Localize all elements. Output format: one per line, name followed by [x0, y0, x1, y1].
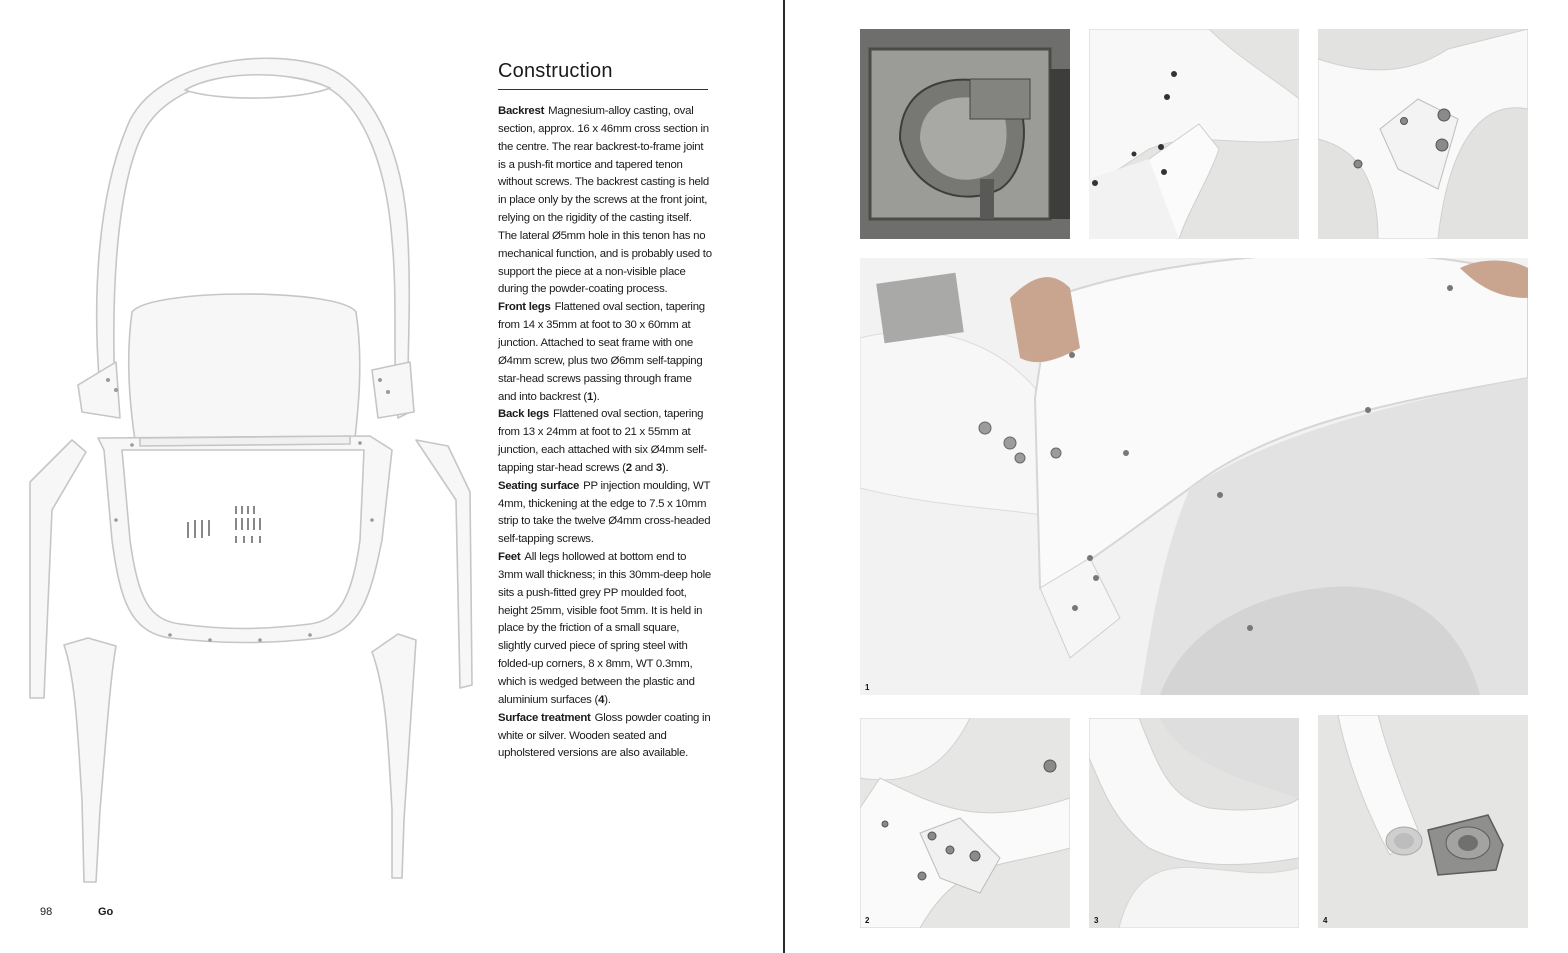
text-back-legs-end: ).: [662, 461, 669, 474]
term-feet: Feet: [498, 551, 521, 564]
paragraph-back-legs: [498, 406, 712, 477]
text-back-legs: Flattened oval section, tapering from 13 x 24mm at foot to 21 x 55mm at junction, each attached with six Ø4mm self-tapping star-head screws (: [498, 408, 707, 474]
photo-die-casting-mould: [860, 29, 1070, 239]
figure-ref-3: 3: [655, 461, 662, 474]
assembly-hands-photo: [860, 258, 1528, 695]
figure-ref-2: 2: [625, 461, 632, 474]
paragraph-feet: [498, 549, 712, 710]
die-casting-mould-photo: [860, 29, 1070, 239]
paragraph-front-legs: [498, 299, 712, 406]
photo-caption-4: 4: [1323, 916, 1328, 925]
section-title: Construction: [498, 60, 708, 90]
paragraph-seating-surface: [498, 478, 712, 549]
right-front-leg: [416, 440, 472, 688]
figure-ref-1: 1: [586, 390, 594, 403]
paragraph-backrest: [498, 103, 712, 299]
text-front-legs-end: ).: [593, 390, 600, 403]
back-leg-joint-photo: [1089, 718, 1299, 928]
photo-caption-2: 2: [865, 916, 870, 925]
text-feet-end: ).: [604, 693, 611, 706]
text-surface-treatment: Gloss powder coating in white or silver. Wooden seated and upholstered versions are also available.: [498, 711, 711, 760]
text-feet: All legs hollowed at bottom end to 3mm wall thickness; in this 30mm-deep hole sits a push-fitted grey PP moulded foot, height 25mm, visible foot 5mm. It is held in place by the friction of a small square, slightly curved piece of spring steel with folded-up corners, 8 x 8mm, WT 0.3mm, which is wedged between the plastic and aluminium surfaces (: [498, 551, 711, 706]
photo-joint-screws-detail: [1318, 29, 1528, 239]
photo-screw-holes-detail: [1089, 29, 1299, 239]
photo-assembly: [860, 258, 1528, 695]
construction-text: [498, 103, 712, 763]
book-gutter: [783, 0, 785, 953]
text-backrest: Magnesium-alloy casting, oval section, approx. 16 x 46mm cross section in the centre. The rear backrest-to-frame joint is a push-fit mortice and tapered tenon without screws. The backrest casting is held in place only by the screws at the front joint, relying on the rigidity of the casting itself. The lateral Ø5mm hole in this tenon has no mechanical function, and is probably used to support the piece at a non-visible place during the powder-coating process.: [498, 105, 712, 296]
photo-front-leg-joint: [860, 718, 1070, 928]
term-back-legs: Back legs: [498, 408, 549, 421]
term-front-legs: Front legs: [498, 301, 551, 314]
screw-holes-detail-photo: [1089, 29, 1299, 239]
term-seating-surface: Seating surface: [498, 479, 580, 492]
page-number: 98: [40, 906, 53, 918]
joint-screws-detail-photo: [1318, 29, 1528, 239]
figure-ref-4: 4: [598, 693, 605, 706]
exploded-chair-illustration: [20, 40, 490, 900]
text-seating-surface: PP injection moulding, WT 4mm, thickening at the edge to 7.5 x 10mm strip to take the twelve Ø4mm cross-headed self-tapping screws.: [498, 479, 711, 546]
photo-back-leg-joint: [1089, 718, 1299, 928]
term-surface-treatment: Surface treatment: [498, 711, 591, 724]
leg-foot-insert-photo: [1318, 715, 1528, 928]
right-back-leg: [372, 634, 416, 878]
left-back-leg: [64, 638, 116, 882]
photo-caption-3: 3: [1094, 916, 1099, 925]
paragraph-surface-treatment: [498, 710, 712, 764]
text-front-legs: Flattened oval section, tapering from 14 x 35mm at foot to 30 x 60mm at junction. Attached to seat frame with one Ø4mm screw, plus two Ø6mm self-tapping star-head screws passing through frame and into backrest (: [498, 301, 705, 403]
front-leg-joint-photo: [860, 718, 1070, 928]
text-back-legs-mid: and: [631, 461, 656, 474]
term-backrest: Backrest: [498, 105, 545, 117]
running-title: Go: [98, 906, 114, 918]
photo-leg-foot-insert: [1318, 715, 1528, 928]
right-front-bracket: [372, 362, 414, 418]
photo-caption-1: 1: [865, 683, 870, 692]
right-page: [786, 0, 1568, 953]
